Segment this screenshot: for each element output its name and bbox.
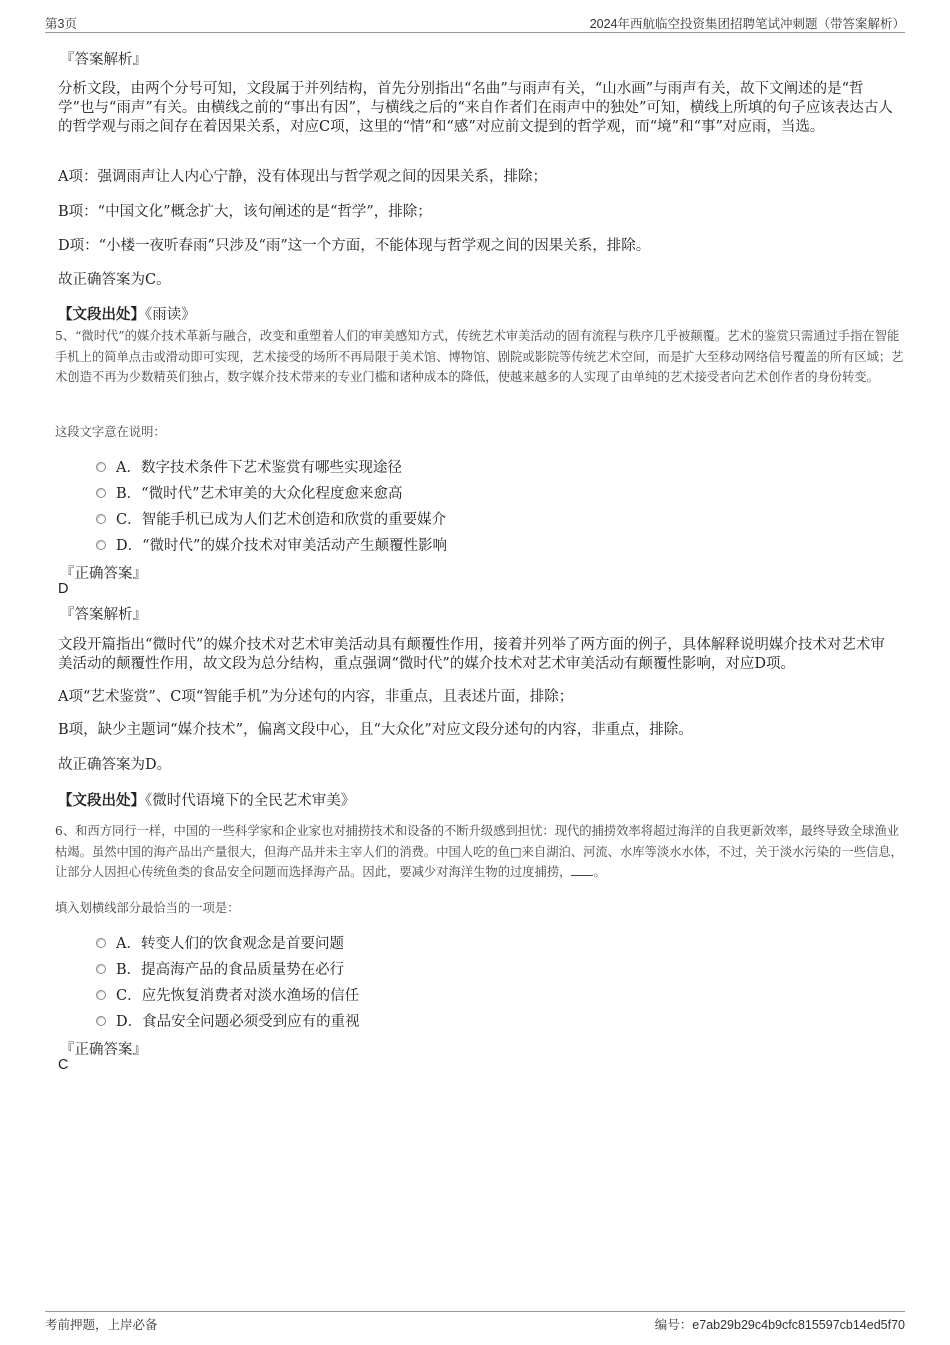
analysis-paragraph: 分析文段，由两个分号可知，文段属于并列结构，首先分别指出“名曲”与雨声有关，“山水画”与雨声有关，故下文阐述的是“哲学”也与“雨声”有关。由横线之前的“事出有因”，与横线之后的“来自作者们在雨声中的独处”可知，横线上所填的句子应该表达古人的哲学观与雨之间存在着因果关系，对应C项，这里的“情”和“感”对应前文提到的哲学观，而“境”和“事”对应雨，当选。 [58, 81, 893, 135]
option-label: D．食品安全问题必须受到应有的重视 [116, 1014, 360, 1030]
option-a[interactable] [96, 932, 344, 952]
analysis-paragraph: A项“艺术鉴赏”、C项“智能手机”为分述句的内容，非重点，且表述片面，排除； [58, 689, 574, 705]
option-label: C．应先恢复消费者对淡水渔场的信任 [116, 988, 360, 1004]
radio-icon[interactable] [96, 540, 106, 550]
conclusion: 故正确答案为C。 [58, 272, 171, 288]
document-code [655, 1315, 905, 1333]
radio-icon[interactable] [96, 462, 106, 472]
question-body: 6、和西方同行一样，中国的一些科学家和企业家也对捕捞技术和设备的不断升级感到担忧：现代的捕捞效率将超过海洋的自我更新效率，最终导致全球渔业枯竭。虽然中国的海产品出产量很大，但海产品并未主宰人们的消费。中国人吃的鱼□来自湖泊、河流、水库等淡水水体，不过，关于淡水污染的一些信息，让部分人因担心传统鱼类的食品安全问题而选择海产品。因此，要减少对海洋生物的过度捕捞， [55, 824, 903, 879]
analysis-paragraph: B项，缺少主题词“媒介技术”，偏离文段中心，且“大众化”对应文段分述句的内容，非重点，排除。 [58, 722, 693, 738]
option-label: B．“微时代”艺术审美的大众化程度愈来愈高 [116, 486, 403, 502]
question-text: 5、“微时代”的媒介技术革新与融合，改变和重塑着人们的审美感知方式，传统艺术审美活动的固有流程与秩序几乎被颠覆。艺术的鉴赏只需通过手指在智能手机上的简单点击或滑动即可实现，艺术接受的场所不再局限于美术馆、博物馆、剧院或影院等传统艺术空间，而是扩大至移动网络信号覆盖的所有区域；艺术创造不再为少数精英们独占，数字媒介技术带来的专业门槛和诸种成本的降低，使越来越多的人实现了由单纯的艺术接受者向艺术创作者的身份转变。 [55, 329, 904, 384]
code-value: e7ab29b29c4b9cfc815597cb14ed5f70 [692, 1318, 905, 1332]
page-footer [45, 1311, 905, 1336]
question-text [55, 821, 905, 883]
question-end: 。 [593, 865, 606, 879]
option-a[interactable] [96, 456, 402, 476]
radio-icon[interactable] [96, 1016, 106, 1026]
option-b[interactable] [96, 958, 344, 978]
analysis-paragraph: 文段开篇指出“微时代”的媒介技术对艺术审美活动具有颠覆性作用，接着并列举了两方面的例子，具体解释说明媒介技术对艺术审美活动的颠覆性作用，故文段为总分结构，重点强调“微时代”的媒介技术对艺术审美活动有颠覆性影响，对应D项。 [58, 637, 885, 672]
page-number: 第3页 [45, 17, 77, 31]
question-prompt: 填入划横线部分最恰当的一项是： [55, 901, 240, 915]
analysis-paragraph: D项：“小楼一夜听春雨”只涉及“雨”这一个方面，不能体现与哲学观之间的因果关系，排除。 [58, 238, 651, 254]
option-c[interactable] [96, 984, 359, 1004]
conclusion: 故正确答案为D。 [58, 757, 172, 773]
option-b[interactable] [96, 482, 402, 502]
source-label: 【文段出处】 [58, 306, 145, 323]
option-label: B．提高海产品的食品质量势在必行 [116, 962, 345, 978]
code-label: 编号： [654, 1318, 693, 1332]
correct-answer: C [58, 1057, 69, 1073]
option-label: D．“微时代”的媒介技术对审美活动产生颠覆性影响 [116, 538, 447, 554]
option-d[interactable] [96, 534, 447, 554]
source-label: 【文段出处】 [58, 792, 145, 809]
footer-slogan: 考前押题，上岸必备 [45, 1318, 158, 1332]
option-c[interactable] [96, 508, 446, 528]
radio-icon[interactable] [96, 488, 106, 498]
analysis-paragraph: A项：强调雨声让人内心宁静，没有体现出与哲学观之间的因果关系，排除； [58, 169, 547, 185]
option-label: A．数字技术条件下艺术鉴赏有哪些实现途径 [116, 460, 402, 476]
analysis-paragraph: B项：“中国文化”概念扩大，该句阐述的是“哲学”，排除； [58, 204, 432, 220]
source-title: 《雨读》 [145, 307, 196, 323]
answer-analysis-heading: 『答案解析』 [60, 607, 147, 623]
option-label: C．智能手机已成为人们艺术创造和欣赏的重要媒介 [116, 512, 447, 528]
question-prompt: 这段文字意在说明： [55, 425, 166, 439]
option-d[interactable] [96, 1010, 360, 1030]
option-label: A．转变人们的饮食观念是首要问题 [116, 936, 344, 952]
correct-answer-heading: 『正确答案』 [60, 566, 147, 582]
source-line [58, 303, 196, 324]
radio-icon[interactable] [96, 964, 106, 974]
document-title: 2024年西航临空投资集团招聘笔试冲刺题（带答案解析） [589, 17, 905, 31]
radio-icon[interactable] [96, 938, 106, 948]
fill-in-blank [571, 863, 593, 876]
radio-icon[interactable] [96, 990, 106, 1000]
correct-answer: D [58, 581, 69, 597]
correct-answer-heading: 『正确答案』 [60, 1042, 147, 1058]
radio-icon[interactable] [96, 514, 106, 524]
source-title: 《微时代语境下的全民艺术审美》 [145, 793, 356, 809]
source-line [58, 789, 355, 810]
page-header [45, 12, 905, 33]
answer-analysis-heading: 『答案解析』 [60, 52, 147, 68]
